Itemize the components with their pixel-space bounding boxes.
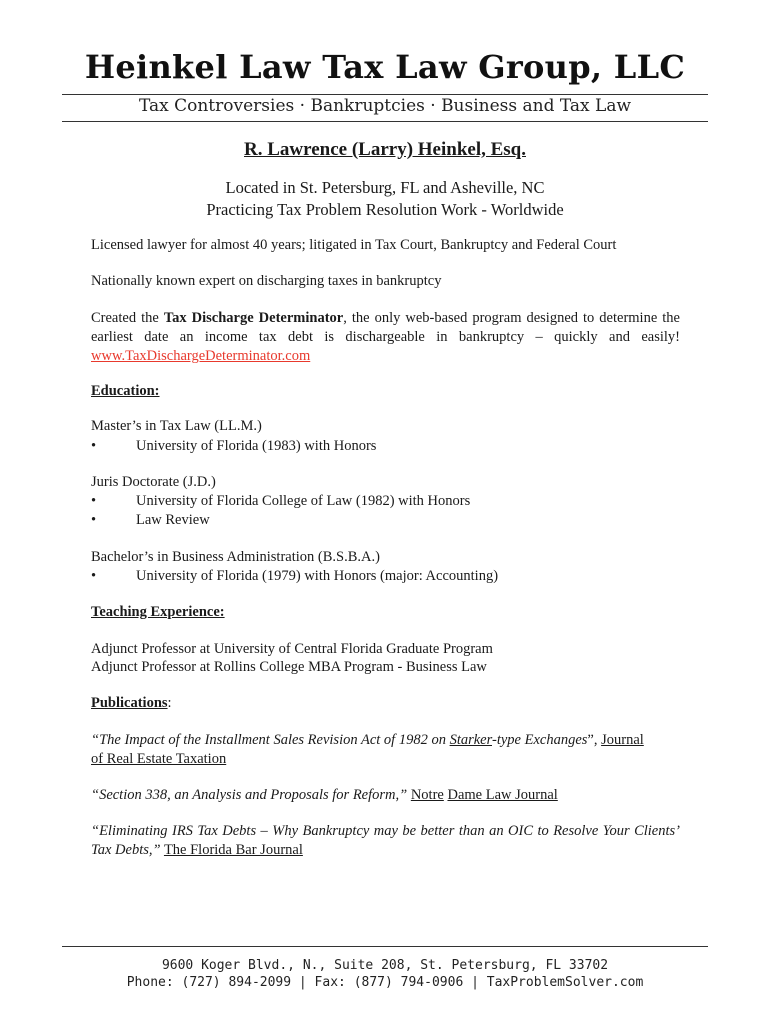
publication-2	[91, 786, 680, 805]
header-rule-bottom	[62, 121, 708, 122]
publications-heading-text: Publications	[91, 695, 168, 711]
product-name: Tax Discharge Determinator	[163, 310, 344, 326]
footer-address: 9600 Koger Blvd., N., Suite 208, St. Petersburg, FL 33702	[161, 958, 609, 973]
degree-bsba: Bachelor’s in Business Administration (B.S.B.A.)	[91, 549, 380, 565]
teaching-item: Adjunct Professor at University of Central Florida Graduate Program	[91, 641, 493, 657]
pub2-journal-b: Dame Law Journal	[447, 787, 558, 803]
publications-heading	[91, 694, 680, 713]
attorney-name: R. Lawrence (Larry) Heinkel, Esq.	[244, 139, 526, 160]
office-locations: Located in St. Petersburg, FL and Asheville, NC	[225, 178, 545, 197]
pub1-quote: ”,	[587, 732, 602, 748]
firm-name: Heinkel Law Tax Law Group, LLC	[84, 48, 686, 86]
teaching-item: Adjunct Professor at Rollins College MBA Program - Business Law	[91, 659, 487, 675]
list-item-text: University of Florida College of Law (1982) with Honors	[136, 493, 471, 509]
degree-llm: Master’s in Tax Law (LL.M.)	[91, 418, 262, 434]
bio-expert: Nationally known expert on discharging taxes in bankruptcy	[91, 273, 442, 289]
list-item-text: University of Florida (1983) with Honors	[136, 438, 377, 454]
education-heading: Education:	[91, 383, 160, 399]
pub1-title-end: -type Exchanges	[491, 732, 588, 748]
pub1-starker: Starker	[449, 732, 492, 748]
list-item-text: Law Review	[136, 512, 210, 528]
bio-determinator-desc: , the only web-based program designed to determine the earliest date an income tax debt is dischargeable in bankruptcy – quickly and easily!	[91, 310, 680, 345]
bullet-icon: •	[91, 568, 97, 584]
practice-scope: Practicing Tax Problem Resolution Work - Worldwide	[206, 200, 564, 219]
pub2-journal-a: Notre	[410, 787, 444, 803]
pub3-title: “Eliminating IRS Tax Debts – Why Bankruptcy may be better than an OIC to Resolve Your Clients’ Tax Debts,”	[91, 823, 680, 858]
publication-3	[91, 822, 680, 860]
publication-1	[91, 731, 680, 769]
determinator-link[interactable]: www.TaxDischargeDeterminator.com	[91, 348, 311, 364]
firm-tagline: Tax Controversies · Bankruptcies · Business and Tax Law	[138, 96, 632, 116]
header-rule-top	[62, 94, 708, 95]
bullet-icon: •	[91, 438, 97, 454]
pub2-title: “Section 338, an Analysis and Proposals for Reform,”	[91, 787, 408, 803]
bullet-icon: •	[91, 493, 97, 509]
bio-licensed: Licensed lawyer for almost 40 years; litigated in Tax Court, Bankruptcy and Federal Court	[91, 237, 617, 253]
pub3-journal: The Florida Bar Journal	[163, 842, 303, 858]
pub1-journal-b: of Real Estate Taxation	[91, 751, 227, 767]
pub1-title: “The Impact of the Installment Sales Revision Act of 1982 on	[91, 732, 450, 748]
publications-heading-colon: :	[167, 695, 172, 711]
list-item-text: University of Florida (1979) with Honors (major: Accounting)	[136, 568, 499, 584]
footer-rule	[62, 946, 708, 947]
bio-determinator-text: Created the	[91, 310, 164, 326]
degree-jd: Juris Doctorate (J.D.)	[91, 474, 216, 490]
bullet-icon: •	[91, 512, 97, 528]
footer-contact: Phone: (727) 894-2099 | Fax: (877) 794-0906 | TaxProblemSolver.com	[126, 975, 644, 990]
bio-determinator	[91, 309, 680, 366]
pub1-journal-a: Journal	[601, 732, 644, 748]
teaching-heading: Teaching Experience:	[91, 604, 225, 620]
